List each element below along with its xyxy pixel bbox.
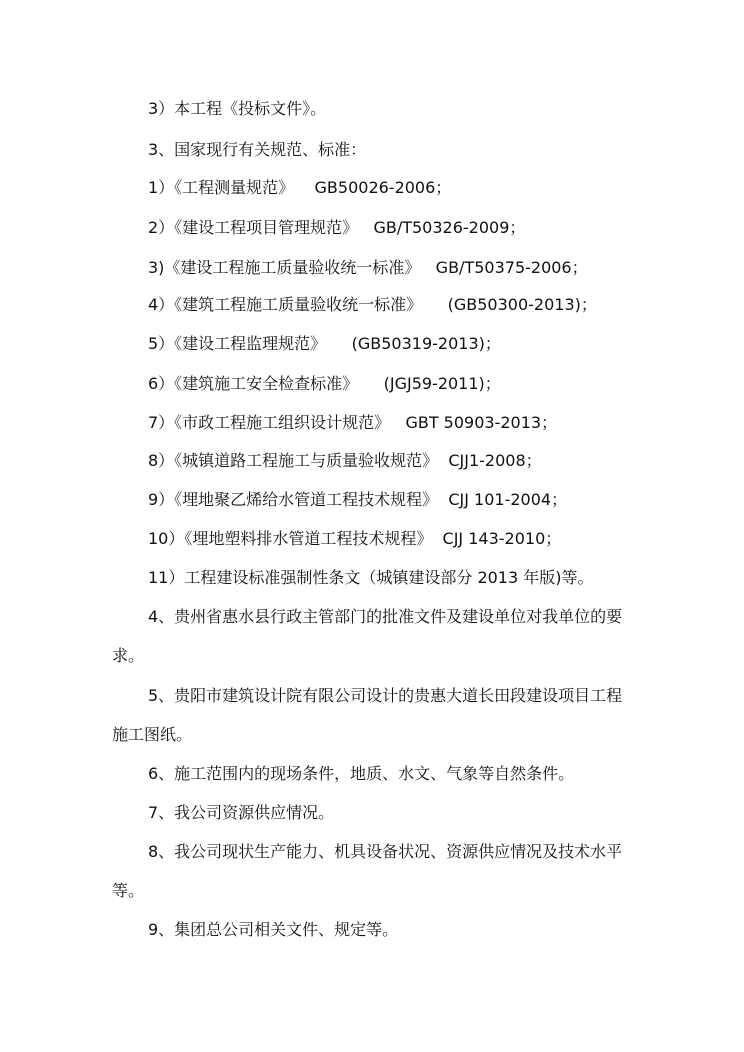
text-line: 6）《建筑施工安全检查标准》 (JGJ59-2011)； — [148, 374, 501, 393]
text-line: 7）《市政工程施工组织设计规范》 GBT 50903-2013； — [148, 413, 558, 432]
text-line: 3)《建设工程施工质量验收统一标准》 GB/T50375-2006； — [148, 258, 588, 277]
text-line: 4、贵州省惠水县行政主管部门的批准文件及建设单位对我单位的要 — [148, 607, 623, 626]
text-line: 8）《城镇道路工程施工与质量验收规范》 CJJ1-2008； — [148, 451, 542, 470]
text-line: 9）《埋地聚乙烯给水管道工程技术规程》 CJJ 101-2004； — [148, 490, 568, 509]
text-line: 9、集团总公司相关文件、规定等。 — [148, 920, 399, 939]
text-line: 8、我公司现状生产能力、机具设备状况、资源供应情况及技术水平 — [148, 842, 623, 861]
text-line: 11）工程建设标准强制性条文（城镇建设部分 2013 年版)等。 — [148, 568, 594, 587]
text-line: 2）《建设工程项目管理规范》 GB/T50326-2009； — [148, 218, 526, 237]
text-line: 7、我公司资源供应情况。 — [148, 803, 335, 822]
text-line: 4）《建筑工程施工质量验收统一标准》 (GB50300-2013)； — [148, 295, 597, 314]
text-line: 5、贵阳市建筑设计院有限公司设计的贵惠大道长田段建设项目工程 — [148, 686, 623, 705]
text-line: 求。 — [112, 646, 145, 665]
text-line: 10）《埋地塑料排水管道工程技术规程》 CJJ 143-2010； — [148, 529, 562, 548]
text-line: 3）本工程《投标文件》。 — [148, 99, 327, 118]
text-line: 施工图纸。 — [112, 725, 193, 744]
text-line: 6、施工范围内的现场条件，地质、水文、气象等自然条件。 — [148, 764, 575, 783]
text-line: 1）《工程测量规范》 GB50026-2006； — [148, 178, 452, 197]
text-line: 5）《建设工程监理规范》 (GB50319-2013)； — [148, 334, 501, 353]
text-line: 3、国家现行有关规范、标准： — [148, 140, 367, 159]
text-line: 等。 — [112, 881, 145, 900]
